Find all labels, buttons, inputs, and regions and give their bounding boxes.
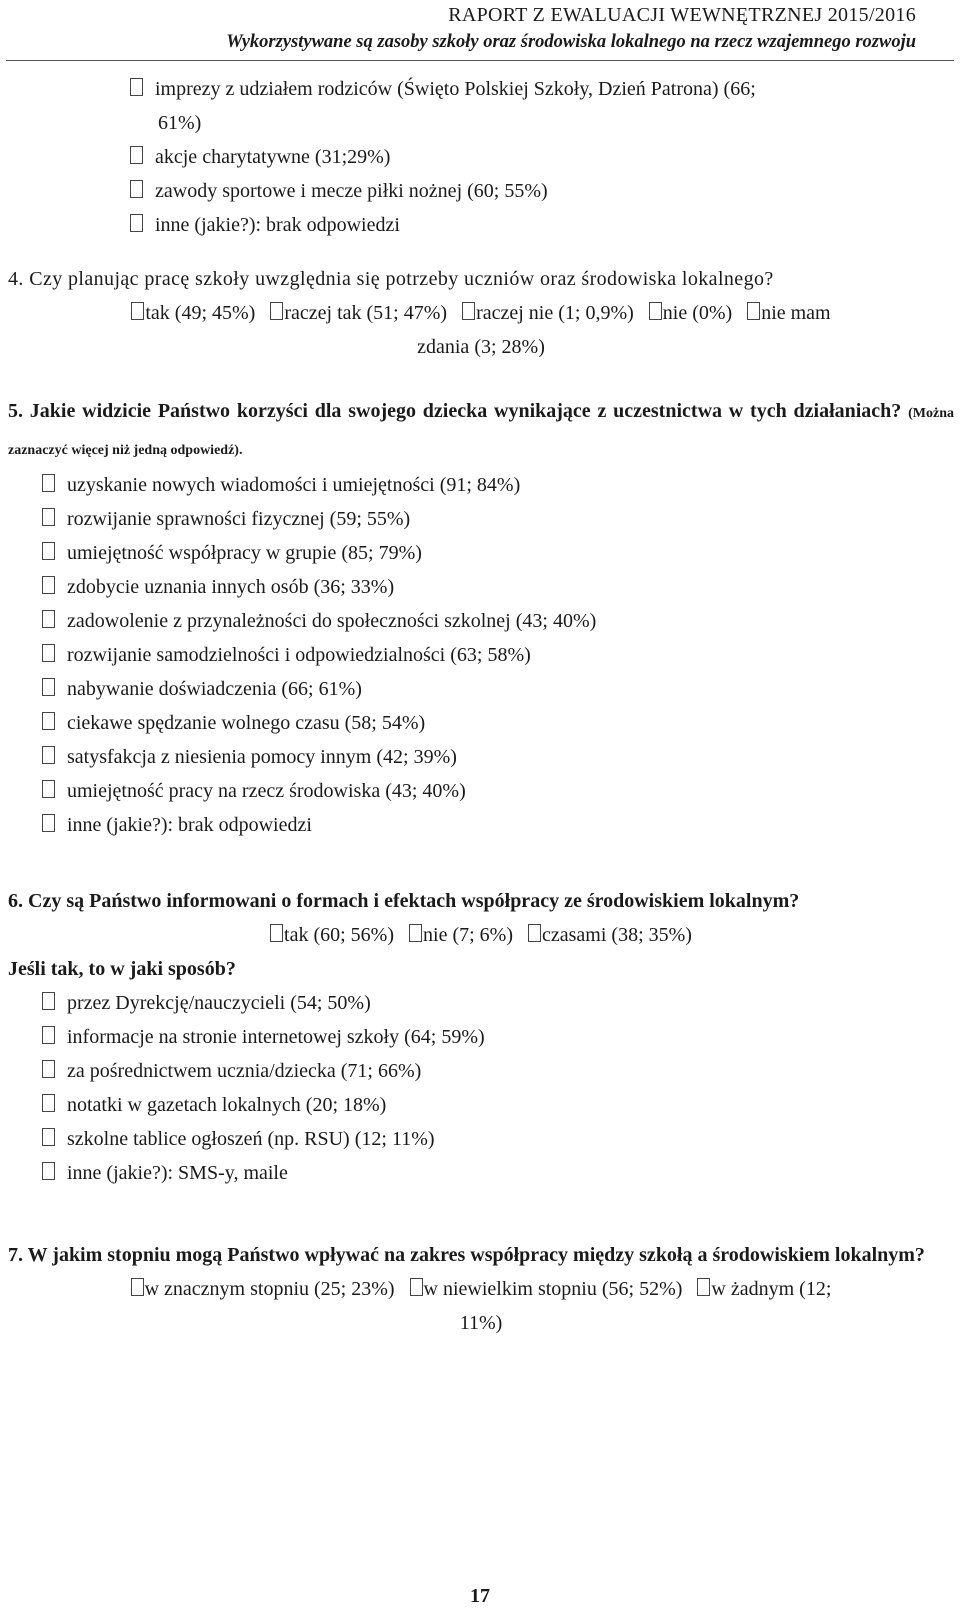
option-w-zadnym[interactable]: w żadnym (12;	[697, 1278, 831, 1300]
list-item-continuation: 61%)	[158, 112, 202, 134]
list-item[interactable]: nabywanie doświadczenia (66; 61%)	[42, 672, 954, 706]
list-item[interactable]: notatki w gazetach lokalnych (20; 18%)	[42, 1088, 954, 1122]
question-4: 4. Czy planując pracę szkoły uwzględnia się potrzeby uczniów oraz środowiska lokalnego?	[8, 268, 774, 290]
list-item[interactable]: inne (jakie?): SMS-y, maile	[42, 1156, 954, 1190]
checkbox-icon[interactable]	[42, 1162, 55, 1180]
question-5-checkbox-list	[8, 468, 954, 842]
list-item[interactable]: inne (jakie?): brak odpowiedzi	[130, 208, 954, 242]
question-6: 6. Czy są Państwo informowani o formach i efektach współpracy ze środowiskiem lokalnym?	[8, 890, 800, 912]
list-item[interactable]: szkolne tablice ogłoszeń (np. RSU) (12; 11%)	[42, 1122, 954, 1156]
checkbox-icon[interactable]	[409, 924, 422, 942]
list-item[interactable]: rozwijanie samodzielności i odpowiedzialności (63; 58%)	[42, 638, 954, 672]
list-item[interactable]: przez Dyrekcję/nauczycieli (54; 50%)	[42, 986, 954, 1020]
option-czasami[interactable]: czasami (38; 35%)	[528, 924, 692, 946]
checkbox-icon[interactable]	[42, 1026, 55, 1044]
list-item[interactable]: zadowolenie z przynależności do społeczności szkolnej (43; 40%)	[42, 604, 954, 638]
page-header	[226, 2, 916, 56]
checkbox-icon[interactable]	[42, 1094, 55, 1112]
list-item[interactable]: ciekawe spędzanie wolnego czasu (58; 54%)	[42, 706, 954, 740]
list-item[interactable]: zdobycie uznania innych osób (36; 33%)	[42, 570, 954, 604]
question-6-checkbox-list	[8, 986, 954, 1190]
report-subtitle: Wykorzystywane są zasoby szkoły oraz środowiska lokalnego na rzecz wzajemnego rozwoju	[226, 32, 916, 52]
checkbox-icon[interactable]	[131, 1278, 144, 1296]
list-item[interactable]: za pośrednictwem ucznia/dziecka (71; 66%)	[42, 1054, 954, 1088]
option-raczej-tak[interactable]: raczej tak (51; 47%)	[270, 302, 447, 324]
option-nie[interactable]: nie (7; 6%)	[409, 924, 513, 946]
checkbox-icon[interactable]	[42, 1128, 55, 1146]
header-divider	[6, 60, 954, 61]
checkbox-icon[interactable]	[42, 610, 55, 628]
checkbox-icon[interactable]	[42, 780, 55, 798]
option-nie-mam-zdania[interactable]: nie mam	[747, 302, 830, 324]
option-raczej-nie[interactable]: raczej nie (1; 0,9%)	[462, 302, 634, 324]
checkbox-icon[interactable]	[131, 302, 144, 320]
checkbox-icon[interactable]	[42, 746, 55, 764]
option-w-niewielkim-stopniu[interactable]: w niewielkim stopniu (56; 52%)	[410, 1278, 683, 1300]
question-6-followup: Jeśli tak, to w jaki sposób?	[8, 958, 236, 980]
top-checkbox-list	[8, 72, 954, 242]
checkbox-icon[interactable]	[130, 146, 143, 164]
question-5: 5. Jakie widzicie Państwo korzyści dla swojego dziecka wynikające z uczestnictwa w tych działaniach? (Można zaznaczyć więcej niż jedną odpowiedź).	[8, 400, 955, 458]
list-item[interactable]: satysfakcja z niesienia pomocy innym (42; 39%)	[42, 740, 954, 774]
checkbox-icon[interactable]	[42, 644, 55, 662]
checkbox-icon[interactable]	[42, 712, 55, 730]
checkbox-icon[interactable]	[410, 1278, 423, 1296]
report-title: RAPORT Z EWALUACJI WEWNĘTRZNEJ 2015/2016	[448, 4, 916, 26]
checkbox-icon[interactable]	[130, 78, 143, 96]
list-item[interactable]: rozwijanie sprawności fizycznej (59; 55%)	[42, 502, 954, 536]
checkbox-icon[interactable]	[649, 302, 662, 320]
question-7: 7. W jakim stopniu mogą Państwo wpływać na zakres współpracy między szkołą a środowiskiem lokalnym?	[8, 1244, 925, 1266]
checkbox-icon[interactable]	[270, 302, 283, 320]
checkbox-icon[interactable]	[42, 1060, 55, 1078]
option-nie[interactable]: nie (0%)	[649, 302, 732, 324]
question-7-options	[8, 1272, 954, 1306]
list-item[interactable]: umiejętność pracy na rzecz środowiska (43; 40%)	[42, 774, 954, 808]
checkbox-icon[interactable]	[42, 678, 55, 696]
list-item[interactable]: umiejętność współpracy w grupie (85; 79%)	[42, 536, 954, 570]
question-4-options	[8, 296, 954, 330]
checkbox-icon[interactable]	[42, 992, 55, 1010]
list-item[interactable]: imprezy z udziałem rodziców (Święto Polskiej Szkoły, Dzień Patrona) (66;	[130, 72, 954, 106]
list-item[interactable]: akcje charytatywne (31;29%)	[130, 140, 954, 174]
list-item[interactable]: inne (jakie?): brak odpowiedzi	[42, 808, 954, 842]
checkbox-icon[interactable]	[130, 214, 143, 232]
document-body	[8, 72, 954, 1340]
checkbox-icon[interactable]	[42, 474, 55, 492]
option-tak[interactable]: tak (49; 45%)	[131, 302, 255, 324]
checkbox-icon[interactable]	[462, 302, 475, 320]
page-number: 17	[470, 1585, 490, 1607]
question-5-note: (Można zaznaczyć więcej niż jedną odpowiedź).	[8, 406, 955, 458]
list-item[interactable]: informacje na stronie internetowej szkoły (64; 59%)	[42, 1020, 954, 1054]
option-w-znacznym-stopniu[interactable]: w znacznym stopniu (25; 23%)	[131, 1278, 395, 1300]
checkbox-icon[interactable]	[42, 814, 55, 832]
checkbox-icon[interactable]	[697, 1278, 710, 1296]
question-4-options-continuation: zdania (3; 28%)	[417, 336, 545, 358]
checkbox-icon[interactable]	[42, 576, 55, 594]
checkbox-icon[interactable]	[528, 924, 541, 942]
list-item[interactable]: uzyskanie nowych wiadomości i umiejętności (91; 84%)	[42, 468, 954, 502]
question-6-options	[8, 918, 954, 952]
checkbox-icon[interactable]	[42, 542, 55, 560]
option-tak[interactable]: tak (60; 56%)	[270, 924, 394, 946]
checkbox-icon[interactable]	[270, 924, 283, 942]
question-7-options-continuation: 11%)	[459, 1312, 503, 1334]
checkbox-icon[interactable]	[42, 508, 55, 526]
list-item[interactable]: zawody sportowe i mecze piłki nożnej (60; 55%)	[130, 174, 954, 208]
checkbox-icon[interactable]	[130, 180, 143, 198]
checkbox-icon[interactable]	[747, 302, 760, 320]
